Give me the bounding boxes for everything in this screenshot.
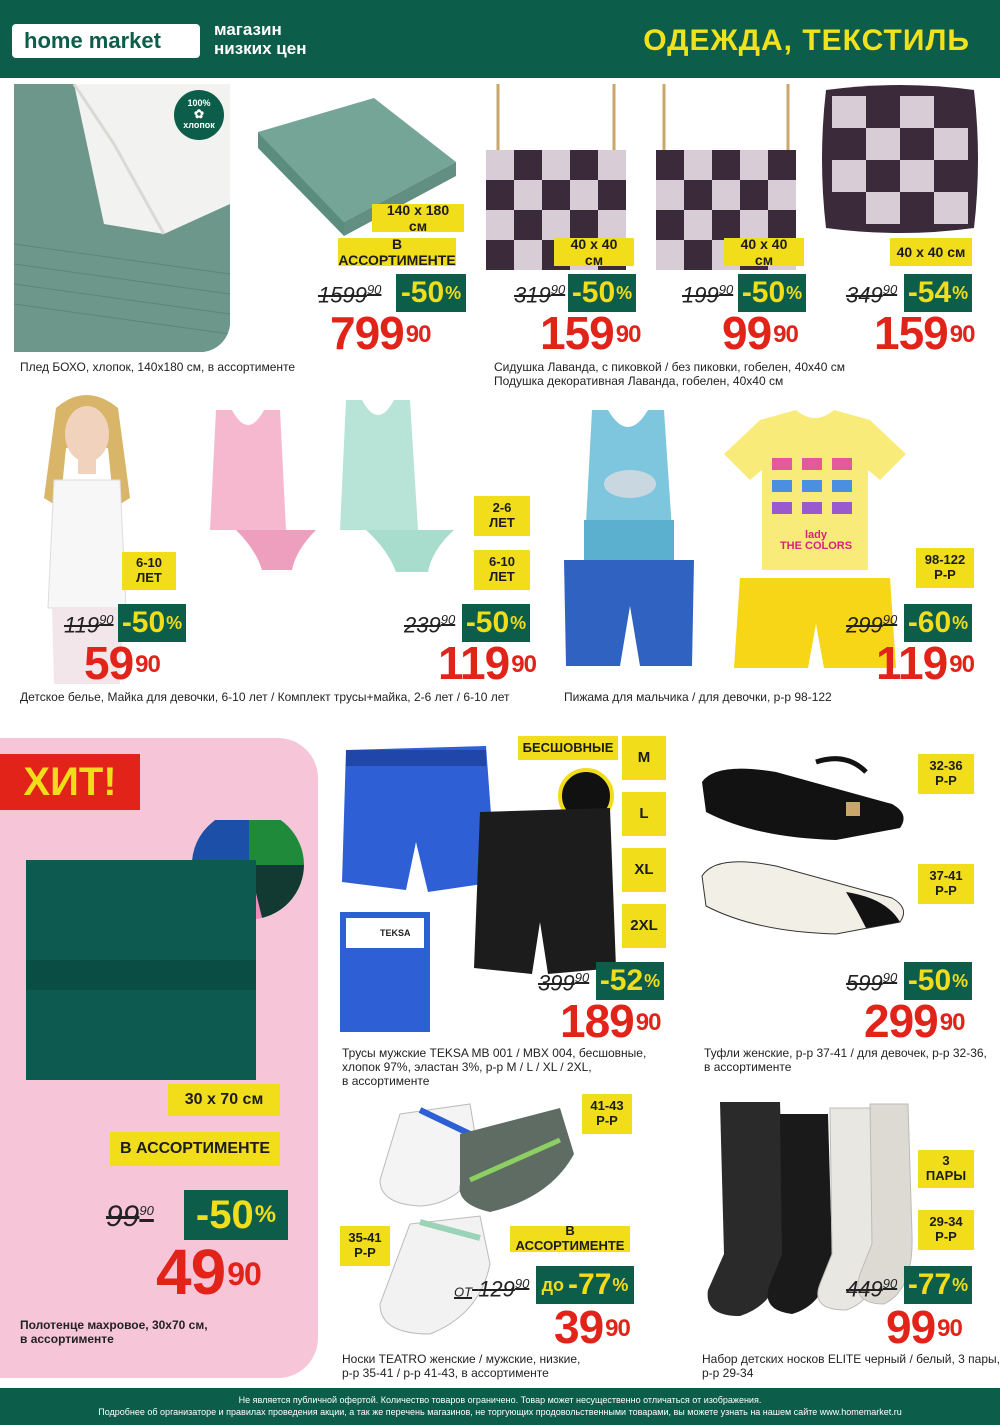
- socks-size-a2: Р-Р: [596, 1113, 618, 1128]
- towel-assortment: В АССОРТИМЕНТЕ: [119, 1139, 271, 1157]
- cushion-3-size-tag: [890, 238, 972, 266]
- cushion-2-discount-value: -50: [741, 276, 786, 309]
- pajama-boy-photo: [564, 410, 694, 680]
- socks-discount-pct: %: [612, 1274, 629, 1295]
- cotton-badge-bottom: хлопок: [183, 120, 215, 130]
- socks-assortment: В АССОРТИМЕНТЕ: [515, 1223, 625, 1253]
- socks-size-b2: Р-Р: [354, 1245, 376, 1260]
- cushion-2-old-dec: 90: [718, 282, 734, 297]
- plaid-size: 140 x 180 см: [386, 201, 450, 234]
- briefs-price-int: 189: [560, 995, 634, 1047]
- girl-age-2: ЛЕТ: [136, 570, 162, 585]
- kids-socks-old-price: [846, 1276, 897, 1302]
- socks-size-a1: 41-43: [590, 1098, 624, 1114]
- pajama-discount-pct: %: [952, 612, 969, 633]
- plaid-price-int: 799: [330, 307, 404, 359]
- underwear-set-photo: [196, 400, 466, 590]
- girl-discount-value: -50: [121, 606, 166, 639]
- pajama-old-dec: 90: [882, 612, 898, 627]
- page-title: ОДЕЖДА, ТЕКСТИЛЬ: [643, 24, 970, 57]
- socks-caption-1: Носки TEATRO женские / мужские, низкие,: [342, 1352, 581, 1366]
- cushion-1-discount-value: -50: [571, 276, 616, 309]
- cushion-caption-2: Подушка декоративная Лаванда, гобелен, 40x40 см: [494, 374, 784, 388]
- briefs-old-price: [538, 970, 589, 996]
- briefs-price-dec: 90: [635, 1009, 661, 1036]
- shoes-price: [864, 995, 965, 1047]
- footer-line-2: Подробнее об организаторе и правилах проведения акции, а так же перечень магазинов, не торгующих продовольственными товарами, вы можете узнать на нашем сайте www.homemarket.ru: [98, 1407, 902, 1417]
- set-old-dec: 90: [440, 612, 456, 627]
- kids-socks-old-int: 449: [846, 1276, 883, 1302]
- cushion-1-old-int: 319: [514, 282, 551, 308]
- girl-price-dec: 90: [135, 651, 160, 678]
- logo-text: home market: [24, 28, 161, 53]
- socks-caption-2: р-р 35-41 / р-р 41-43, в ассортименте: [342, 1366, 549, 1380]
- cushion-1-price-dec: 90: [615, 321, 641, 348]
- pajama-size-tag: [916, 548, 974, 588]
- shoes-discount-pct: %: [952, 970, 969, 991]
- plaid-old-int: 1599: [318, 282, 367, 308]
- towel-price-int: 49: [156, 1236, 226, 1308]
- shoes-old-price: [846, 970, 897, 996]
- set-age-b1: 6-10: [488, 554, 516, 570]
- hit-badge: ХИТ!: [0, 754, 140, 810]
- header: [0, 0, 1000, 78]
- logo[interactable]: [12, 24, 200, 58]
- towel-price-dec: 90: [227, 1256, 261, 1292]
- cotton-badge: [174, 90, 224, 140]
- towel-caption-2: в ассортименте: [20, 1332, 114, 1346]
- kids-socks-caption: [702, 1352, 1000, 1380]
- towel-old-int: 99: [106, 1200, 140, 1233]
- shoes-size-tag-b: [918, 864, 974, 904]
- cushion-3-old-int: 349: [846, 282, 883, 308]
- plaid-discount-value: -50: [400, 276, 445, 309]
- pajama-print-2: THE COLORS: [779, 540, 853, 552]
- kids-socks-caption-1: Набор детских носков ELITE черный / белый, 3 пары,: [702, 1352, 1000, 1366]
- socks-size-tag-a: [582, 1094, 632, 1134]
- girl-age-tag: [122, 552, 176, 590]
- kids-socks-size-2: Р-Р: [935, 1229, 957, 1244]
- shoes-photo: [696, 742, 916, 964]
- shoes-old-int: 599: [846, 970, 883, 996]
- pajama-price: [876, 637, 974, 689]
- cushion-2-price-dec: 90: [773, 321, 798, 348]
- socks-old-dec: 90: [514, 1276, 530, 1291]
- plaid-size-tag: [372, 201, 464, 234]
- girl-old-dec: 90: [99, 612, 114, 627]
- kids-socks-discount-pct: %: [952, 1274, 969, 1295]
- set-age-tag-b: [474, 550, 530, 590]
- towel-illustration: [14, 820, 314, 1080]
- plaid-old-price: [318, 282, 381, 308]
- kids-socks-price-int: 99: [886, 1301, 936, 1353]
- briefs-discount-value: -52: [599, 964, 644, 997]
- briefs-size-2xl-label: 2XL: [630, 917, 658, 935]
- kids-socks-pack-1: 3: [942, 1153, 950, 1169]
- pajama-caption: Пижама для мальчика / для девочки, р-р 98-122: [564, 690, 832, 704]
- plaid-photo: [14, 84, 230, 352]
- pajama-print-1: lady: [804, 529, 827, 541]
- towel-assortment-tag: [110, 1132, 280, 1166]
- towel-size-tag: [168, 1084, 280, 1116]
- plaid-caption: Плед БОХО, хлопок, 140x180 см, в ассортименте: [20, 360, 296, 374]
- towel-caption-1: Полотенце махровое, 30x70 см,: [20, 1318, 208, 1332]
- set-age-tag-a: [474, 496, 530, 536]
- set-price-int: 119: [438, 637, 510, 689]
- kids-socks-size-tag: [918, 1210, 974, 1250]
- pajama-discount-value: -60: [907, 606, 952, 639]
- towel-size: 30 x 70 см: [184, 1090, 264, 1108]
- kids-socks-old-dec: 90: [882, 1276, 898, 1291]
- briefs-size-l-label: L: [639, 805, 649, 823]
- kids-socks-caption-2: р-р 29-34: [702, 1366, 754, 1380]
- cushion-1-discount-pct: %: [616, 282, 633, 303]
- kids-socks-size-1: 29-34: [929, 1214, 963, 1230]
- cushion-3-discount-value: -54: [907, 276, 952, 309]
- briefs-size-xl-label: XL: [634, 861, 654, 879]
- shoes-discount-value: -50: [907, 964, 952, 997]
- girl-discount-pct: %: [166, 612, 183, 633]
- cushion-2-discount-pct: %: [786, 282, 803, 303]
- shoes-size-b2: Р-Р: [935, 883, 957, 898]
- cushion-1-price-int: 159: [540, 307, 614, 359]
- cushion-1-size-tag: [554, 235, 634, 268]
- socks-old-int: 129: [478, 1276, 515, 1302]
- teksa-pack-brand: TEKSA: [380, 928, 411, 938]
- briefs-price: [560, 995, 661, 1047]
- set-age-a1: 2-6: [492, 500, 512, 516]
- shoes-old-dec: 90: [882, 970, 898, 985]
- cushion-3-price-dec: 90: [949, 321, 975, 348]
- briefs-size-m-label: M: [637, 749, 651, 767]
- socks-caption: [342, 1352, 580, 1380]
- cushion-3-size: 40 x 40 см: [896, 243, 966, 260]
- set-price: [438, 637, 536, 689]
- socks-discount-prefix: до: [541, 1274, 565, 1295]
- cushion-2-size: 40 x 40 см: [740, 235, 788, 268]
- footer-disclaimer: [0, 1388, 1000, 1425]
- briefs-caption: [342, 1046, 646, 1088]
- pajama-price-int: 119: [876, 637, 948, 689]
- kids-socks-pack-2: ПАРЫ: [925, 1168, 967, 1183]
- socks-old-price: [454, 1276, 529, 1302]
- towel-discount-pct: %: [254, 1201, 277, 1228]
- tagline-line-2: низких цен: [214, 39, 307, 58]
- plaid-price: [330, 307, 431, 359]
- briefs-old-dec: 90: [574, 970, 590, 985]
- briefs-old-int: 399: [538, 970, 575, 996]
- shoes-size-b1: 37-41: [929, 868, 963, 884]
- set-discount-pct: %: [510, 612, 527, 633]
- cushion-3-price: [874, 307, 975, 359]
- towel-photo: [14, 820, 314, 1080]
- towel-price: [156, 1236, 261, 1308]
- pajama-price-dec: 90: [949, 651, 974, 678]
- seamless-tag: [518, 736, 618, 760]
- kids-socks-discount: [904, 1266, 972, 1304]
- briefs-caption-2: хлопок 97%, эластан 3%, р-р M / L / XL / 2XL,: [342, 1060, 592, 1074]
- plaid-old-dec: 90: [366, 282, 382, 297]
- cushion-3-photo: [820, 84, 980, 234]
- plaid-assortment: В АССОРТИМЕНТЕ: [338, 235, 456, 268]
- socks-price: [554, 1301, 630, 1353]
- set-price-dec: 90: [511, 651, 536, 678]
- socks-discount: [536, 1266, 634, 1304]
- cushion-caption: [494, 360, 845, 388]
- cotton-flower-icon: ✿: [193, 107, 205, 121]
- pajama-print-text: [776, 530, 856, 552]
- set-old-price: [404, 612, 455, 638]
- tagline: [214, 20, 306, 58]
- briefs-size-l: [622, 792, 666, 836]
- cushion-2-price: [722, 307, 798, 359]
- kids-socks-discount-value: -77: [907, 1268, 952, 1301]
- shoes-size-a1: 32-36: [929, 758, 963, 774]
- briefs-size-xl: [622, 848, 666, 892]
- girl-price-int: 59: [84, 637, 134, 689]
- towel-discount-value: -50: [195, 1192, 254, 1237]
- plaid-discount-pct: %: [445, 282, 462, 303]
- cushion-3-discount-pct: %: [952, 282, 969, 303]
- shoes-price-dec: 90: [939, 1009, 965, 1036]
- pajama-old-int: 299: [846, 612, 883, 638]
- shoes-caption-2: в ассортименте: [704, 1060, 792, 1074]
- cushion-3-illustration: [820, 84, 980, 234]
- cushion-1-price: [540, 307, 641, 359]
- socks-discount-value: -77: [568, 1268, 612, 1301]
- girl-old-price: [64, 612, 114, 638]
- plaid-price-dec: 90: [405, 321, 431, 348]
- socks-price-int: 39: [554, 1301, 604, 1353]
- pajama-old-price: [846, 612, 897, 638]
- towel-old-dec: 90: [139, 1203, 154, 1218]
- set-old-int: 239: [404, 612, 441, 638]
- shoes-size-a2: Р-Р: [935, 773, 957, 788]
- cushion-2-old-price: [682, 282, 733, 308]
- plaid-assortment-tag: [338, 235, 456, 268]
- pajama-size-1: 98-122: [924, 552, 966, 568]
- cotton-badge-top: 100%: [187, 98, 211, 108]
- cushion-3-old-price: [846, 282, 897, 308]
- shoes-illustration: [696, 742, 916, 964]
- cushion-3-old-dec: 90: [882, 282, 898, 297]
- set-discount-value: -50: [465, 606, 510, 639]
- shoes-caption-1: Туфли женские, р-р 37-41 / для девочек, р-р 32-36,: [704, 1046, 987, 1060]
- pajama-size-2: Р-Р: [934, 567, 956, 582]
- towel-discount: [184, 1190, 288, 1240]
- kids-socks-price-dec: 90: [937, 1315, 962, 1342]
- kids-socks-price: [886, 1301, 962, 1353]
- cushion-caption-1: Сидушка Лаванда, с пиковкой / без пиковки, гобелен, 40x40 см: [494, 360, 845, 374]
- briefs-discount-pct: %: [644, 970, 661, 991]
- briefs-size-m: [622, 736, 666, 780]
- cushion-1-size: 40 x 40 см: [570, 235, 618, 268]
- socks-price-dec: 90: [605, 1315, 630, 1342]
- cushion-2-size-tag: [724, 235, 804, 268]
- cushion-2-old-int: 199: [682, 282, 719, 308]
- cushion-3-price-int: 159: [874, 307, 948, 359]
- kids-socks-pack-tag: [918, 1150, 974, 1188]
- towel-caption: [20, 1318, 208, 1346]
- tagline-line-1: магазин: [214, 20, 282, 39]
- pajama-boy-illustration: [564, 410, 694, 680]
- underwear-set-illustration: [196, 400, 466, 590]
- shoes-caption: [704, 1046, 987, 1074]
- socks-assortment-tag: [510, 1223, 630, 1253]
- socks-size-tag-b: [340, 1226, 390, 1266]
- set-age-a2: ЛЕТ: [489, 515, 515, 530]
- socks-old-prefix: ОТ: [454, 1284, 473, 1300]
- footer-line-1: Не является публичной офертой. Количество товаров ограничено. Товар может несущественно отличаться от изображения.: [238, 1395, 762, 1405]
- seamless-label: БЕСШОВНЫЕ: [522, 739, 614, 755]
- cushion-1-old-dec: 90: [550, 282, 566, 297]
- briefs-caption-1: Трусы мужские TEKSA MB 001 / MBX 004, бесшовные,: [342, 1046, 647, 1060]
- plaid-discount: [396, 274, 466, 312]
- socks-size-b1: 35-41: [348, 1230, 382, 1246]
- shoes-size-tag-a: [918, 754, 974, 794]
- briefs-size-2xl: [622, 904, 666, 948]
- set-age-b2: ЛЕТ: [489, 569, 515, 584]
- underwear-caption: Детское белье, Майка для девочки, 6-10 лет / Комплект трусы+майка, 2-6 лет / 6-10 лет: [20, 690, 510, 704]
- shoes-price-int: 299: [864, 995, 938, 1047]
- briefs-caption-3: в ассортименте: [342, 1074, 430, 1088]
- girl-age-1: 6-10: [135, 555, 163, 571]
- cushion-2-price-int: 99: [722, 307, 772, 359]
- girl-price: [84, 637, 160, 689]
- cushion-1-old-price: [514, 282, 565, 308]
- girl-old-int: 119: [64, 612, 100, 638]
- towel-old-price: [106, 1200, 154, 1234]
